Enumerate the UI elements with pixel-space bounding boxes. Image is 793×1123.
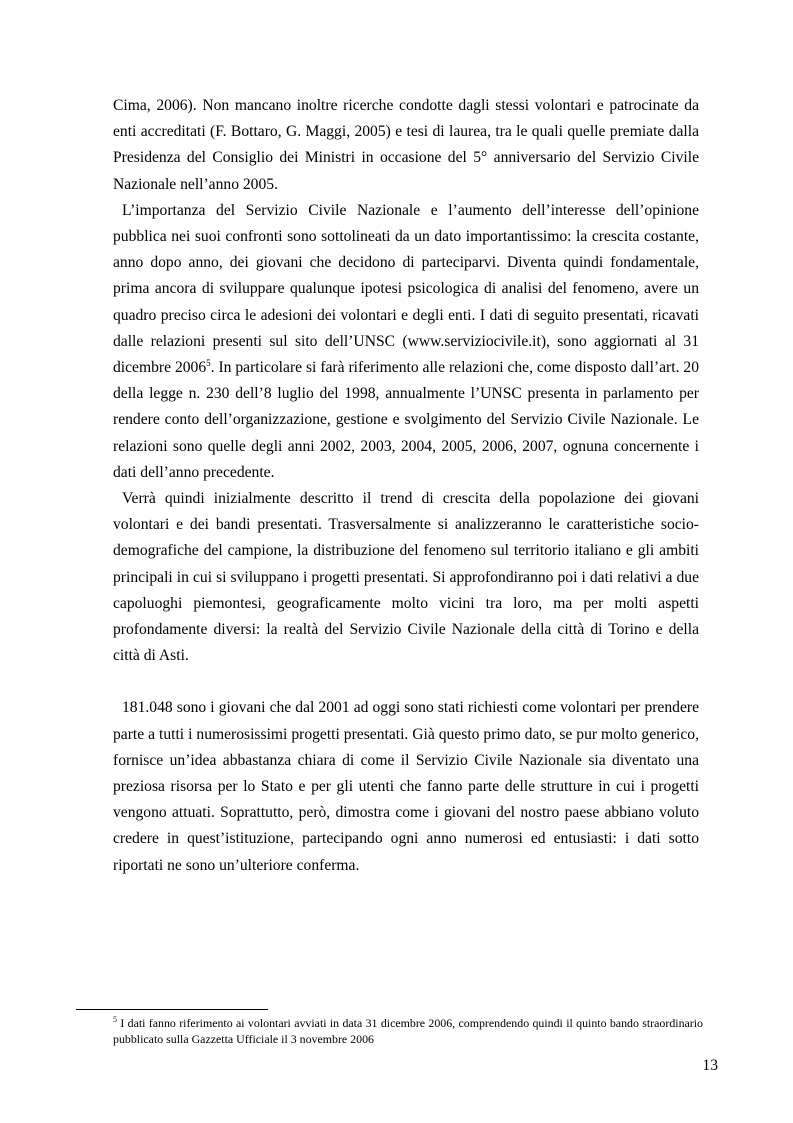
paragraph-3: Verrà quindi inizialmente descritto il trend di crescita della popolazione dei giovani volontari e dei bandi presentati. Trasversalmente si analizzeranno le caratteristiche socio-demografiche del campione, la distribuzione del fenomeno sul territorio italiano e gli ambiti principali in cui si sviluppano i progetti presentati. Si approfondiranno poi i dati relativi a due capoluoghi piemontesi, geograficamente molto vicini tra loro, ma per molti aspetti profondamente diversi: la realtà del Servizio Civile Nazionale della città di Torino e della città di Asti. (113, 490, 699, 665)
page-number: 13 (702, 1057, 718, 1074)
footnote-reference[interactable]: 5 (206, 357, 211, 368)
paragraph-1: Cima, 2006). Non mancano inoltre ricerche condotte dagli stessi volontari e patrocinate da enti accreditati (F. Bottaro, G. Maggi, 2005) e tesi di laurea, tra le quali quelle premiate dalla Presidenza del Consiglio dei Ministri in occasione del 5° anniversario del Servizio Civile Nazionale nell’anno 2005. (113, 97, 699, 193)
body-text (113, 93, 699, 879)
footnote-separator (76, 1009, 268, 1010)
paragraph-2-text-a: L’importanza del Servizio Civile Nazionale e l’aumento dell’interesse dell’opinione pubblica nei suoi confronti sono sottolineati da un dato importantissimo: la crescita costante, anno dopo anno, dei giovani che decidono di parteciparvi. Diventa quindi fondamentale, prima ancora di sviluppare qualunque ipotesi psicologica di analisi del fenomeno, avere un quadro preciso circa le adesioni dei volontari e degli enti. I dati di seguito presentati, ricavati dalle relazioni presenti sul sito dell’UNSC (www.serviziocivile.it), sono aggiornati al 31 dicembre 2006 (113, 201, 699, 377)
footnote-text: I dati fanno riferimento ai volontari avviati in data 31 dicembre 2006, comprendendo quindi il quinto bando straordinario pubblicato sulla Gazzetta Ufficiale il 3 novembre 2006 (113, 1016, 703, 1046)
paragraph-2 (113, 198, 699, 486)
footnote-number: 5 (113, 1015, 117, 1025)
paragraph-2-text-b: . In particolare si farà riferimento alle relazioni che, come disposto dall’art. 20 della legge n. 230 dell’8 luglio del 1998, annualmente l’UNSC presenta in parlamento per rendere conto dell’organizzazione, gestione e svolgimento del Servizio Civile Nazionale. Le relazioni sono quelle degli anni 2002, 2003, 2004, 2005, 2006, 2007, ognuna concernente i dati dell’anno precedente. (113, 359, 699, 481)
paragraph-4: 181.048 sono i giovani che dal 2001 ad oggi sono stati richiesti come volontari per prendere parte a tutti i numerosissimi progetti presentati. Già questo primo dato, se pur molto generico, fornisce un’idea abbastanza chiara di come il Servizio Civile Nazionale sia diventato una preziosa risorsa per lo Stato e per gli utenti che fanno parte delle strutture in cui i progetti vengono attuati. Soprattutto, però, dimostra come i giovani del nostro paese abbiano voluto credere in quest’istituzione, partecipando ogni anno numerosi ed entusiasti: i dati sotto riportati ne sono un’ulteriore conferma. (113, 699, 699, 874)
footnote (113, 1016, 703, 1047)
